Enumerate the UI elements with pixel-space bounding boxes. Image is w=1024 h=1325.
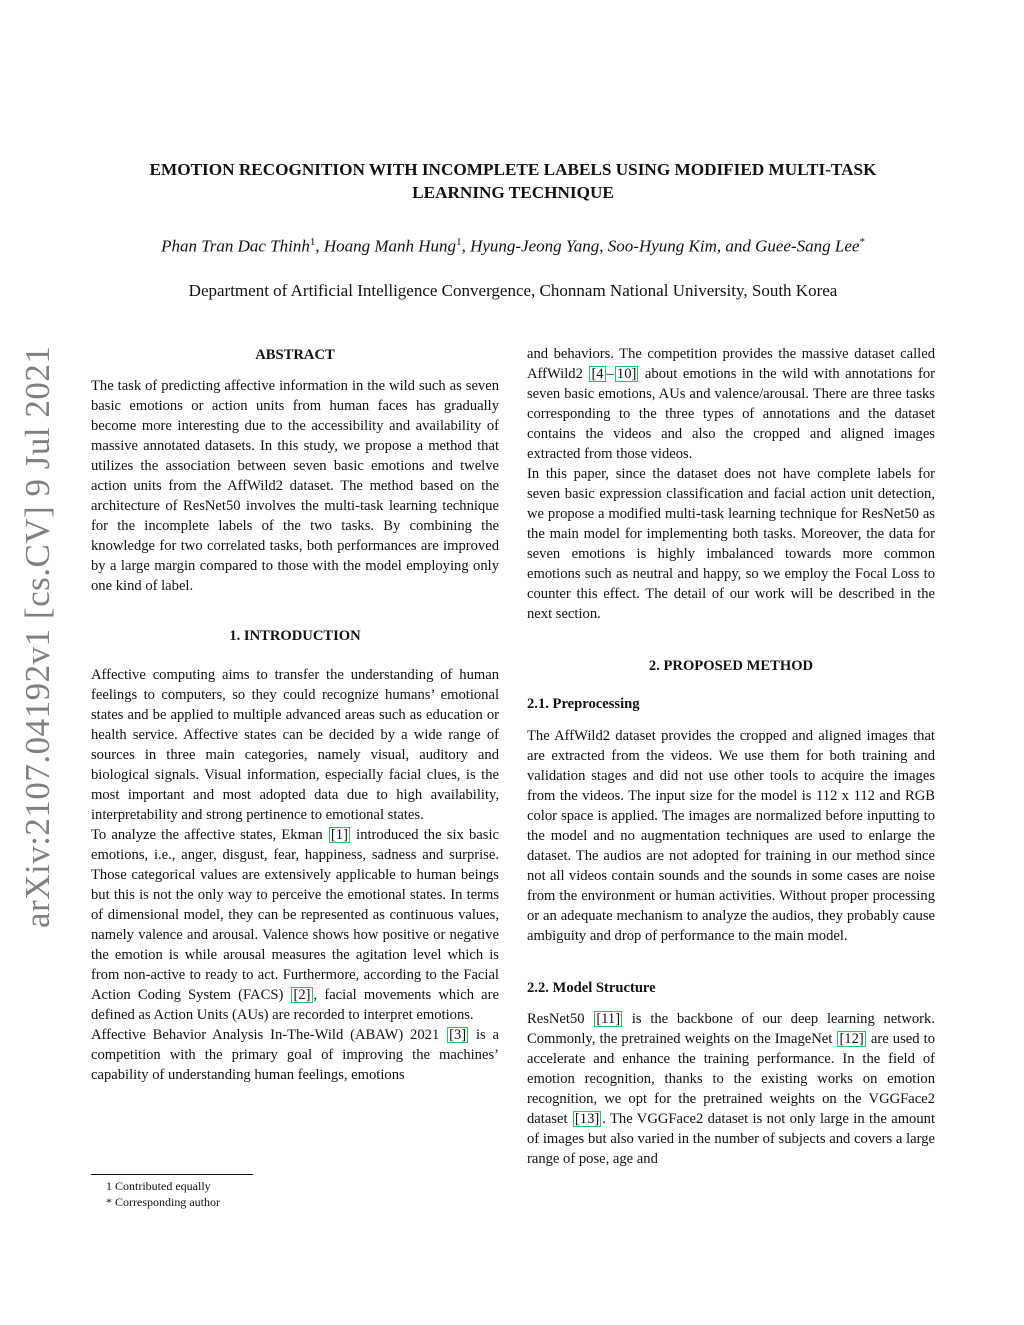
introduction-heading: 1. INTRODUCTION <box>229 628 361 644</box>
footnote-rule <box>91 1174 253 1175</box>
text-run: Affective Behavior Analysis In-The-Wild (ABAW) 2021 <box>91 1027 447 1043</box>
preprocessing-paragraph: The AffWild2 dataset provides the cropped and aligned images that are extracted from the videos. We use them for both training and validation stages and did not use other tools to acquire the images from the videos. The input size for the model is 112 x 112 and RGB color space is applied. The images are normalized before inputting to the model and no augmentation techniques are used to enlarge the dataset. The audios are not adopted for training in our method since not all videos contain sounds and the sounds in some cases are noise from the environment or human activities. Without proper processing or an adequate mechanism to analyze the audios, they probably cause ambiguity and drop of performance to the main model. <box>527 728 935 944</box>
method-heading: 2. PROPOSED METHOD <box>648 658 814 674</box>
author-separator: , <box>461 236 471 256</box>
model-structure-heading: 2.2. Model Structure <box>527 980 656 996</box>
author-mark: 1 <box>456 236 462 248</box>
author-list <box>60 230 966 259</box>
title-line-2: LEARNING TECHNIQUE <box>412 183 614 202</box>
preprocessing-heading: 2.1. Preprocessing <box>527 696 640 712</box>
text-run: To analyze the affective states, Ekman <box>91 827 328 843</box>
citation-link[interactable]: [3] <box>449 1027 467 1043</box>
right-column <box>527 344 935 1169</box>
abstract-heading: ABSTRACT <box>255 347 335 363</box>
text-run: and behaviors. The competition provides the massive dataset called AffWild2 <box>527 346 935 382</box>
author-mark: 1 <box>309 236 316 248</box>
author-separator: , <box>315 236 324 256</box>
author-name: Hyung-Jeong Yang <box>470 236 600 256</box>
introduction-paragraph: Affective computing aims to transfer the understanding of human feelings to computers, so they could recognize humans’ emotional states and be applied to multiple advanced areas such as education or health service. Affective states can be decided by a wide range of sources in three main categories, namely visual, auditory and biological signals. Visual information, especially facial clues, is the most important and most adopted data due to high availability, interpretability and strong pertinence to emotional states. <box>91 667 499 823</box>
text-run: . The VGGFace2 dataset is not only large in the amount of images but also varied in the number of subjects and covers a large range of pose, age and <box>527 1111 935 1167</box>
text-run: is the backbone of our deep learning network. Commonly, the pretrained weights on the ImageNet <box>527 1011 935 1047</box>
citation-link[interactable]: 10] <box>616 366 637 382</box>
text-run: – <box>606 366 614 382</box>
citation-link[interactable]: [13] <box>574 1111 600 1127</box>
footnotes <box>106 1178 220 1210</box>
text-run: is a competition with the primary goal of improving the machines’ capability of understanding human feelings, emotions <box>91 1027 499 1083</box>
model-structure-paragraph <box>527 1009 935 1169</box>
author-name: Hoang Manh Hung <box>323 236 457 256</box>
text-run: about emotions in the wild with annotations for seven basic emotions, AUs and valence/arousal. There are three tasks corresponding to the three types of annotations and the dataset contains the videos and also the cropped and aligned images extracted from those videos. <box>527 366 935 462</box>
title-line-1: EMOTION RECOGNITION WITH INCOMPLETE LABELS USING MODIFIED MULTI-TASK <box>149 160 877 179</box>
paper-title <box>80 158 946 204</box>
citation-link[interactable]: [12] <box>839 1031 864 1047</box>
text-run: introduced the six basic emotions, i.e., anger, disgust, fear, happiness, sadness and surprise. Those categorical values are extensively applicable to human beings but this is not the only way to perceive the emotional states. In terms of dimensional model, they can be represented as continuous values, namely valence and arousal. Valence shows how positive or negative the emotion is while arousal measures the agitation level which is from non-active to ready to act. Furthermore, according to the Facial Action Coding System (FACS) <box>91 827 499 1003</box>
introduction-paragraph <box>91 1025 499 1085</box>
author-separator: , <box>599 236 608 256</box>
author-conjunction: and <box>725 236 756 256</box>
citation-link[interactable]: [4 <box>591 366 604 382</box>
left-column <box>91 344 499 1085</box>
footnote-equal-contribution: 1 Contributed equally <box>106 1179 211 1193</box>
introduction-paragraph <box>91 825 499 1025</box>
introduction-paragraph-continued <box>527 344 935 464</box>
text-run: , facial movements which are defined as Action Units (AUs) are recorded to interpret emotions. <box>91 987 499 1023</box>
author-name: Soo-Hyung Kim <box>607 236 717 256</box>
author-name: Phan Tran Dac Thinh <box>161 236 310 256</box>
affiliation: Department of Artificial Intelligence Convergence, Chonnam National University, South Korea <box>188 281 838 300</box>
citation-link[interactable]: [1] <box>330 827 348 843</box>
arxiv-identifier: arXiv:2107.04192v1 [cs.CV] 9 Jul 2021 <box>18 345 57 928</box>
citation-link[interactable]: [2] <box>293 987 311 1003</box>
author-mark: * <box>859 236 865 248</box>
abstract-text: The task of predicting affective information in the wild such as seven basic emotions or action units from human faces has gradually become more interesting due to the accessibility and availability of massive annotated datasets. In this study, we propose a method that utilizes the association between seven basic emotions and twelve action units from the AffWild2 dataset. The method based on the architecture of ResNet50 involves the multi-task learning technique for the incomplete labels of the two tasks. By combining the knowledge for two correlated tasks, both performances are improved by a large margin compared to those with the model employing only one kind of label. <box>91 378 499 594</box>
citation-link[interactable]: [11] <box>596 1011 621 1027</box>
text-run: ResNet50 <box>527 1011 594 1027</box>
author-separator: , <box>716 236 726 256</box>
text-run: are used to accelerate and enhance the training performance. In the field of emotion recognition, thanks to the existing works on emotion recognition, we opt for the pretrained weights on the VGGFace2 dataset <box>527 1031 935 1127</box>
author-name: Guee-Sang Lee <box>755 236 860 256</box>
footnote-corresponding: * Corresponding author <box>106 1195 220 1209</box>
introduction-paragraph: In this paper, since the dataset does not have complete labels for seven basic expression classification and facial action unit detection, we propose a modified multi-task learning technique for ResNet50 as the main model for implementing both tasks. Moreover, the data for seven emotions is highly imbalanced towards more common emotions such as neutral and happy, so we employ the Focal Loss to counter this effect. The detail of our work will be described in the next section. <box>527 466 935 622</box>
